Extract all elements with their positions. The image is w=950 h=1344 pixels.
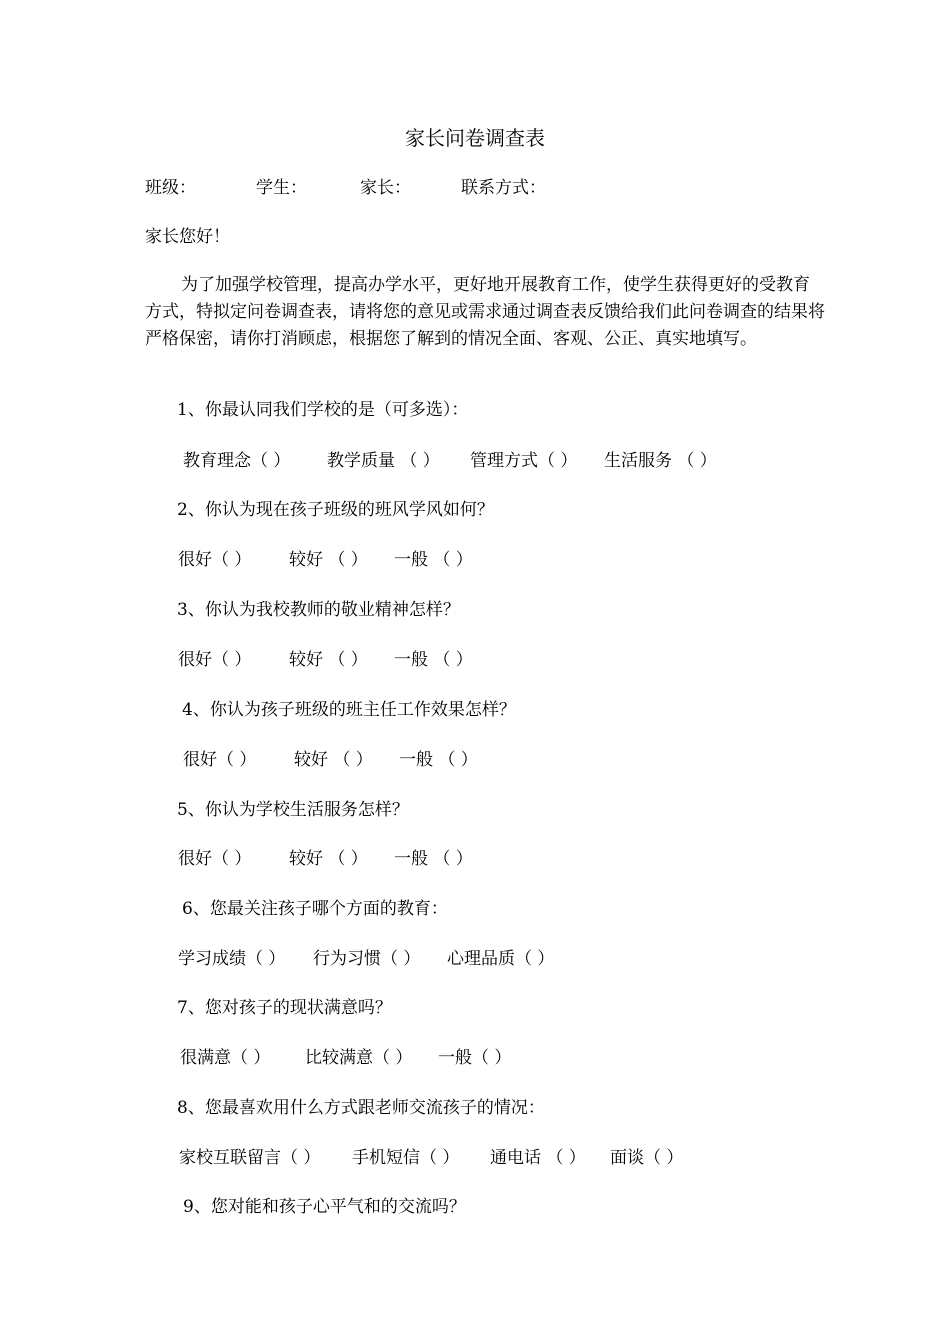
question-9: 9、您对能和孩子心平气和的交流吗？: [183, 1197, 466, 1217]
q5-option-1[interactable]: 很好（ ）: [178, 849, 252, 869]
q8-option-4[interactable]: 面谈（ ）: [610, 1148, 684, 1168]
question-5: 5、你认为学校生活服务怎样？: [177, 800, 409, 820]
q2-option-1[interactable]: 很好（ ）: [178, 550, 252, 570]
question-3: 3、你认为我校教师的敬业精神怎样？: [177, 600, 460, 620]
q5-option-2[interactable]: 较好 （ ）: [289, 849, 368, 869]
student-field-label: 学生：: [256, 178, 307, 198]
q4-option-1[interactable]: 很好（ ）: [183, 750, 257, 770]
contact-field-label: 联系方式：: [461, 178, 546, 198]
intro-paragraph: 为了加强学校管理，提高办学水平，更好地开展教育工作，使学生获得更好的受教育方式，特拟定问卷调查表，请将您的意见或需求通过调查表反馈给我们此问卷调查的结果将严格保密，请你打消顾虑，根据您了解到的情况全面、客观、公正、真实地填写。: [145, 275, 825, 349]
question-2: 2、你认为现在孩子班级的班风学风如何？: [177, 500, 494, 520]
greeting: 家长您好！: [145, 227, 230, 247]
q4-option-3[interactable]: 一般 （ ）: [399, 750, 478, 770]
q1-option-3[interactable]: 管理方式（ ）: [470, 451, 578, 471]
q6-option-2[interactable]: 行为习惯（ ）: [313, 949, 421, 969]
question-8: 8、您最喜欢用什么方式跟老师交流孩子的情况：: [177, 1098, 545, 1118]
q8-option-1[interactable]: 家校互联留言（ ）: [179, 1148, 321, 1168]
q1-option-4[interactable]: 生活服务 （ ）: [604, 451, 717, 471]
q6-option-1[interactable]: 学习成绩（ ）: [178, 949, 286, 969]
q3-option-1[interactable]: 很好（ ）: [178, 650, 252, 670]
q3-option-3[interactable]: 一般 （ ）: [394, 650, 473, 670]
q7-option-3[interactable]: 一般（ ）: [438, 1048, 512, 1068]
q3-option-2[interactable]: 较好 （ ）: [289, 650, 368, 670]
question-6: 6、您最关注孩子哪个方面的教育：: [182, 899, 448, 919]
q5-option-3[interactable]: 一般 （ ）: [394, 849, 473, 869]
parent-field-label: 家长：: [360, 178, 411, 198]
q8-option-3[interactable]: 通电话 （ ）: [490, 1148, 586, 1168]
question-1: 1、你最认同我们学校的是（可多选）：: [177, 400, 469, 420]
class-field-label: 班级：: [145, 178, 196, 198]
q2-option-2[interactable]: 较好 （ ）: [289, 550, 368, 570]
q2-option-3[interactable]: 一般 （ ）: [394, 550, 473, 570]
question-7: 7、您对孩子的现状满意吗？: [177, 998, 392, 1018]
q7-option-2[interactable]: 比较满意（ ）: [305, 1048, 413, 1068]
q1-option-1[interactable]: 教育理念（ ）: [183, 451, 291, 471]
page-title: 家长问卷调查表: [405, 126, 545, 150]
q7-option-1[interactable]: 很满意（ ）: [180, 1048, 271, 1068]
q6-option-3[interactable]: 心理品质（ ）: [447, 949, 555, 969]
q1-option-2[interactable]: 教学质量 （ ）: [327, 451, 440, 471]
question-4: 4、你认为孩子班级的班主任工作效果怎样？: [182, 700, 516, 720]
q8-option-2[interactable]: 手机短信（ ）: [352, 1148, 460, 1168]
q4-option-2[interactable]: 较好 （ ）: [294, 750, 373, 770]
